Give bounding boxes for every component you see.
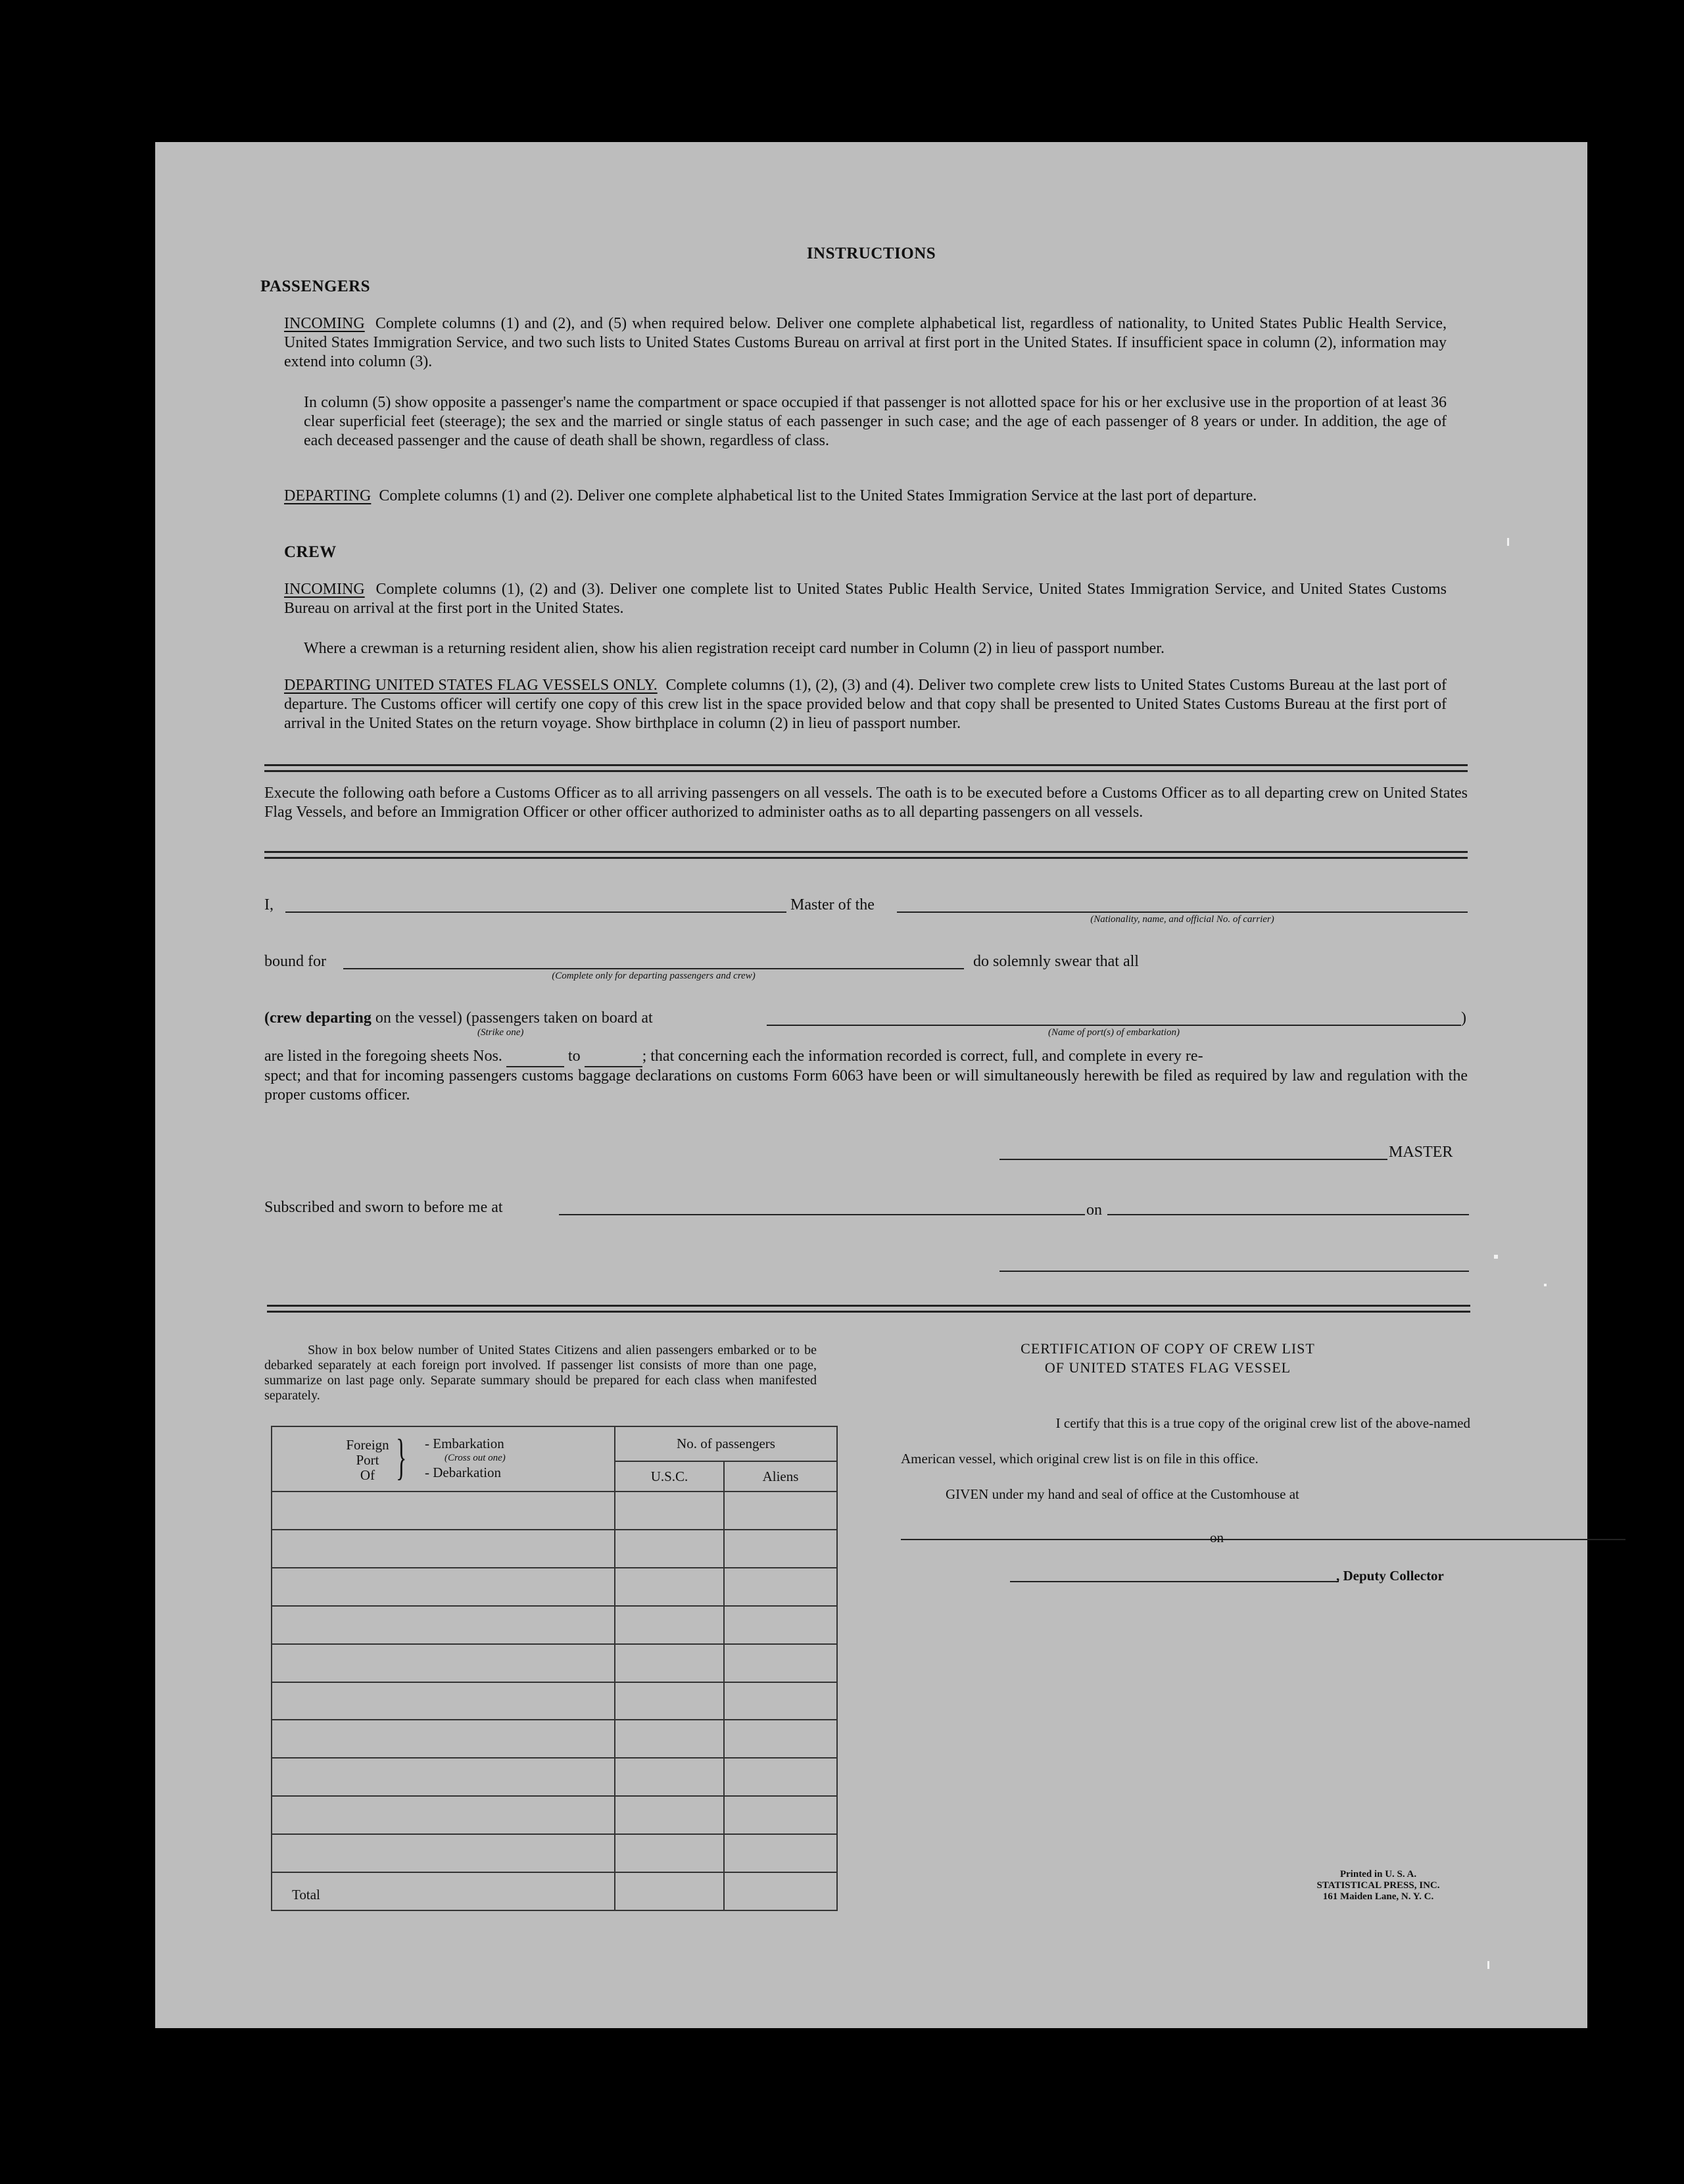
port-header-cell <box>272 1426 615 1492</box>
usc-cell[interactable] <box>615 1834 724 1872</box>
crew-passenger-line <box>264 1009 653 1028</box>
officer-signature-field[interactable] <box>999 1271 1469 1272</box>
no-passengers-header: No. of passengers <box>615 1426 837 1461</box>
port-cell[interactable] <box>272 1644 615 1682</box>
master-signature-field[interactable] <box>999 1159 1387 1160</box>
swear-label: do solemnly swear that all <box>973 953 1139 970</box>
passengers-incoming-paragraph <box>284 314 1447 372</box>
aliens-cell[interactable] <box>724 1492 837 1530</box>
aliens-cell[interactable] <box>724 1834 837 1872</box>
passengers-taken-option[interactable]: (passengers taken on board at <box>462 1009 653 1027</box>
usc-cell[interactable] <box>615 1720 724 1758</box>
aliens-total-cell[interactable] <box>724 1872 837 1910</box>
passengers-departing-label: DEPARTING <box>284 487 372 504</box>
port-label: Port <box>356 1451 379 1468</box>
close-paren: ) <box>1461 1009 1466 1027</box>
master-of-label: Master of the <box>790 896 875 913</box>
oath-i-label: I, <box>264 896 274 913</box>
aliens-cell[interactable] <box>724 1758 837 1796</box>
aliens-cell[interactable] <box>724 1530 837 1568</box>
passengers-incoming-text: Complete columns (1) and (2), and (5) when required below. Deliver one complete alphabetical list, regardless of nationality, to United States Public Health Service, United States Immigration Service, and two such lists to United States Customs Bureau on arrival at first port in the United States. If insufficient space in column (2), information may extend into column (3). <box>284 315 1447 370</box>
printer-line3: 161 Maiden Lane, N. Y. C. <box>1322 1891 1434 1902</box>
sworn-date-field[interactable] <box>1107 1214 1469 1215</box>
section-divider <box>264 851 1468 859</box>
passengers-column5-paragraph: In column (5) show opposite a passenger's name the compartment or space occupied if that passenger is not allotted space for his or her exclusive use in the proportion of at least 36 clear superficial feet (steerage); the sex and the married or single status of each passenger in such case; and the age of each passenger of 8 years or under. In addition, the age of each deceased passenger and the cause of death shall be shown, regardless of class. <box>304 394 1447 449</box>
section-divider <box>264 764 1468 772</box>
printer-line2: STATISTICAL PRESS, INC. <box>1316 1880 1440 1891</box>
usc-cell[interactable] <box>615 1644 724 1682</box>
sheet-from-field[interactable] <box>506 1047 564 1067</box>
sworn-on-label: on <box>1086 1201 1102 1219</box>
of-label: Of <box>360 1467 375 1483</box>
embarkation-note: (Name of port(s) of embarkation) <box>1048 1027 1180 1038</box>
crew-departing-option[interactable]: (crew departing <box>264 1009 372 1027</box>
scan-speck <box>1487 1961 1489 1969</box>
passenger-summary-table <box>271 1426 838 1911</box>
port-cell[interactable] <box>272 1568 615 1606</box>
aliens-cell[interactable] <box>724 1568 837 1606</box>
usc-cell[interactable] <box>615 1606 724 1644</box>
usc-cell[interactable] <box>615 1492 724 1530</box>
usc-cell[interactable] <box>615 1530 724 1568</box>
crew-departing-paragraph <box>284 676 1447 733</box>
aliens-cell[interactable] <box>724 1644 837 1682</box>
port-cell[interactable] <box>272 1682 615 1720</box>
crew-departing-text: Complete columns (1), (2), (3) and (4). Deliver two complete crew lists to United States Customs Bureau at the last port of departure. The Customs officer will certify one copy of this crew list in the space provided below and that copy shall be presented to United States Customs Bureau at the first port of arrival in the United States on the return voyage. Show birthplace in column (2) in lieu of passport number. <box>284 677 1447 732</box>
passengers-incoming-label: INCOMING <box>284 315 365 332</box>
port-cell[interactable] <box>272 1796 615 1834</box>
certification-text-line2: American vessel, which original crew list is on file in this office. <box>901 1451 1259 1467</box>
embarkation-option[interactable]: - Embarkation <box>425 1435 504 1451</box>
brace-icon: } <box>396 1429 407 1485</box>
certification-title-line1: CERTIFICATION OF COPY OF CREW LIST <box>1021 1340 1315 1357</box>
oath-rest-text: spect; and that for incoming passengers customs baggage declarations on customs Form 6063 have been or will simultaneously herewith be filed as required by law and regulation with the proper customs officer. <box>264 1067 1468 1104</box>
aliens-cell[interactable] <box>724 1720 837 1758</box>
foreign-label: Foreign <box>346 1436 389 1453</box>
bound-for-field[interactable] <box>343 968 964 969</box>
crew-incoming-label: INCOMING <box>284 581 365 598</box>
rest-line1: ; that concerning each the information recorded is correct, full, and complete in every re- <box>642 1048 1203 1065</box>
certification-given-text: GIVEN under my hand and seal of office at the Customhouse at <box>946 1486 1299 1502</box>
section-divider <box>267 1305 1470 1313</box>
sheets-label: are listed in the foregoing sheets Nos. <box>264 1048 502 1065</box>
summary-instructions: Show in box below number of United States Citizens and alien passengers embarked or to be debarked separately at each foreign port involved. If passenger list consists of more than one page, summarize on last page only. Separate summary should be prepared for each class when manifested separately. <box>264 1343 817 1403</box>
crew-incoming-paragraph <box>284 580 1447 618</box>
crew-departing-label: DEPARTING UNITED STATES FLAG VESSELS ONLY. <box>284 677 658 694</box>
crew-heading: CREW <box>284 543 337 561</box>
crew-resident-paragraph: Where a crewman is a returning resident alien, show his alien registration receipt card number in Column (2) in lieu of passport number. <box>304 640 1165 657</box>
deputy-collector-label: , Deputy Collector <box>1336 1568 1444 1584</box>
aliens-cell[interactable] <box>724 1606 837 1644</box>
master-label: MASTER <box>1389 1144 1453 1161</box>
total-label: Total <box>272 1872 615 1910</box>
scan-speck <box>1544 1284 1547 1286</box>
subscribed-label: Subscribed and sworn to before me at <box>264 1199 503 1216</box>
carrier-field[interactable] <box>897 911 1468 913</box>
port-cell[interactable] <box>272 1758 615 1796</box>
usc-header: U.S.C. <box>615 1461 724 1492</box>
scan-speck <box>1507 538 1509 546</box>
bound-for-label: bound for <box>264 953 326 970</box>
on-the-vessel-text: on the vessel) <box>371 1009 462 1027</box>
certification-title <box>938 1339 1398 1377</box>
port-cell[interactable] <box>272 1834 615 1872</box>
to-label: to <box>567 1048 581 1065</box>
bound-for-note: (Complete only for departing passengers and crew) <box>552 971 756 981</box>
aliens-cell[interactable] <box>724 1682 837 1720</box>
usc-cell[interactable] <box>615 1568 724 1606</box>
certification-title-line2: OF UNITED STATES FLAG VESSEL <box>1044 1359 1291 1376</box>
debarkation-option[interactable]: - Debarkation <box>425 1464 502 1480</box>
cross-out-note: (Cross out one) <box>445 1452 506 1463</box>
carrier-note: (Nationality, name, and official No. of carrier) <box>1090 914 1274 925</box>
instructions-heading: INSTRUCTIONS <box>806 245 936 262</box>
scan-speck <box>1494 1255 1498 1259</box>
sheet-to-field[interactable] <box>585 1047 642 1067</box>
sworn-place-field[interactable] <box>559 1214 1085 1215</box>
usc-cell[interactable] <box>615 1682 724 1720</box>
port-cell[interactable] <box>272 1720 615 1758</box>
oath-instructions: Execute the following oath before a Customs Officer as to all arriving passengers on all vessels. The oath is to be executed before a Customs Officer as to all departing crew on United States Flag Vessels, and before an Immigration Officer or other officer authorized to administer oaths as to all departing passengers on all vessels. <box>264 785 1468 821</box>
passengers-departing-text: Complete columns (1) and (2). Deliver one complete alphabetical list to the United States Immigration Service at the last port of departure. <box>379 487 1257 504</box>
usc-cell[interactable] <box>615 1758 724 1796</box>
passengers-departing-paragraph <box>284 487 1447 506</box>
certification-text-line1: I certify that this is a true copy of the original crew list of the above-named <box>1055 1415 1470 1431</box>
aliens-header: Aliens <box>724 1461 837 1492</box>
usc-cell[interactable] <box>615 1796 724 1834</box>
sheets-line <box>264 1047 1203 1067</box>
port-cell[interactable] <box>272 1530 615 1568</box>
certification-on-label: on <box>1210 1530 1224 1545</box>
master-name-field[interactable] <box>285 911 786 913</box>
aliens-cell[interactable] <box>724 1796 837 1834</box>
embarkation-port-field[interactable] <box>767 1025 1461 1026</box>
form-sheet <box>155 142 1587 2028</box>
usc-total-cell[interactable] <box>615 1872 724 1910</box>
crew-incoming-text: Complete columns (1), (2) and (3). Deliver one complete list to United States Public Health Service, United States Immigration Service, and United States Customs Bureau on arrival at the first port in the United States. <box>284 581 1447 617</box>
certification-date-field[interactable] <box>1230 1539 1625 1540</box>
deputy-signature-field[interactable] <box>1010 1581 1339 1582</box>
printer-imprint <box>1273 1869 1483 1903</box>
strike-note: (Strike one) <box>477 1027 524 1038</box>
port-cell[interactable] <box>272 1606 615 1644</box>
port-cell[interactable] <box>272 1492 615 1530</box>
passengers-heading: PASSENGERS <box>260 278 371 295</box>
printer-line1: Printed in U. S. A. <box>1339 1869 1417 1880</box>
